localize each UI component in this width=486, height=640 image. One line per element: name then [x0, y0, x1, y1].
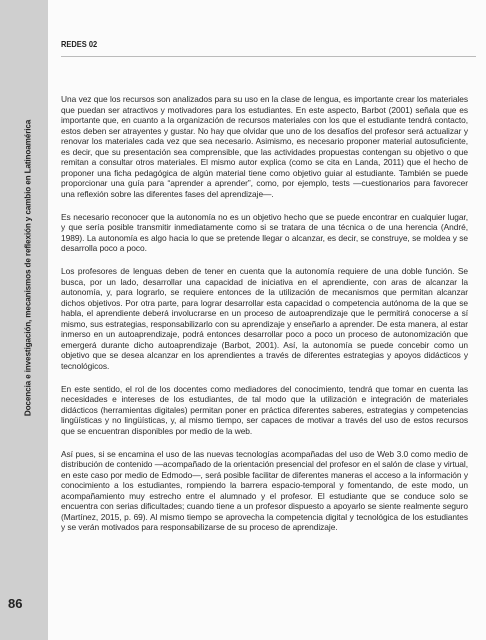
paragraph: En este sentido, el rol de los docentes como mediadores del conocimiento, tendrá que tomar en cuenta las necesidades e intereses de los estudiantes, de tal modo que la utilización e integración de materiales didácticos (herramientas digitales) permitan poner en práctica diferentes saberes, estrategias y competencias lingüísticas y no lingüísticas, y, al mismo tiempo, ser capaces de motivar a través del uso de estos recursos que se encuentran disponibles por medio de la web. — [61, 383, 468, 436]
paragraph: Es necesario reconocer que la autonomía no es un objetivo hecho que se puede encontrar en cualquier lugar, y que sería posible transmitir inmediatamente como si se tratara de una técnica o de una herencia (André, 1989). La autonomía es algo hacia lo que se pretende llegar o alcanzar, es decir, se construye, se moldea y se desarrolla poco a poco. — [61, 211, 468, 253]
page-number: 86 — [8, 596, 23, 611]
vertical-book-title: Docencia e investigación, mecanismos de reflexión y cambio en Latinoamérica — [23, 119, 33, 417]
body-text — [61, 94, 468, 545]
paragraph: Los profesores de lenguas deben de tener en cuenta que la autonomía requiere de una doble función. Se busca, por un lado, desarrollar una capacidad de iniciativa en el aprendiente, con aras de alcanzar la autonomía, y, para lograrlo, se requiere entonces de la utilización de mecanismos que permitan alcanzar dichos objetivos. Por otra parte, para lograr desarrollar esta capacidad o competencia autónoma de la que se habla, el aprendiente deberá involucrarse en un proceso de autoaprendizaje que le permitirá conocerse a sí mismo, sus estrategias, responsabilizarlo con su aprendizaje y enseñarlo a aprender. De esta manera, al estar inmerso en un autoaprendizaje, podrá entonces desarrollar poco a poco un proceso de autonomización que emergerá durante dicho autoaprendizaje (Barbot, 2001). Así, la autonomía se puede concebir como un objetivo que se desea alcanzar en los aprendientes a través de diferentes estrategias y apoyos didácticos y tecnológicos. — [61, 266, 468, 371]
paragraph: Así pues, si se encamina el uso de las nuevas tecnologías acompañadas del uso de Web 3.0 como medio de distribución de contenido —acompañado de la orientación presencial del profesor en el salón de clase y virtual, en este caso por medio de Edmodo—, será posible facilitar de diferentes maneras el acceso a la información y conocimiento a los estudiantes, rompiendo la barrera espacio-temporal y fomentando, de este modo, un acompañamiento muy estrecho entre el alumnado y el profesor. El estudiante que se conduce solo se encuentra con serias dificultades; cuando tiene a un profesor dispuesto a apoyarlo se siente realmente seguro (Martínez, 2015, p. 69). Al mismo tiempo se aprovecha la competencia digital y tecnológica de los estudiantes y se verán motivados para responsabilizarse de su proceso de aprendizaje. — [61, 448, 468, 532]
running-header: REDES 02 — [61, 39, 98, 49]
side-margin-band — [0, 0, 48, 640]
paragraph: Una vez que los recursos son analizados para su uso en la clase de lengua, es importante crear los materiales que puedan ser atractivos y motivadores para los estudiantes. En este aspecto, Barbot (2001) señala que es importante que, en cuanto a la organización de recursos materiales con los que el estudiante tendrá contacto, estos deben ser atrayentes y gustar. No hay que olvidar que uno de los desafíos del profesor será actualizar y renovar los materiales cada vez que sea necesario. Asimismo, es necesario proponer material autosuficiente, es decir, que su presentación sea comprensible, que las actividades propuestas contengan su objetivo o que remitan a consultar otros materiales. El mismo autor explica (como se cita en Landa, 2011) que el hecho de proponer una ficha pedagógica de algún material tiene como objetivo guiar al estudiante. También se puede proporcionar una guía para “aprender a aprender”, como, por ejemplo, tests —cuestionarios para favorecer una reflexión sobre las diferentes fases del aprendizaje—. — [61, 94, 468, 199]
header-divider — [61, 56, 476, 57]
